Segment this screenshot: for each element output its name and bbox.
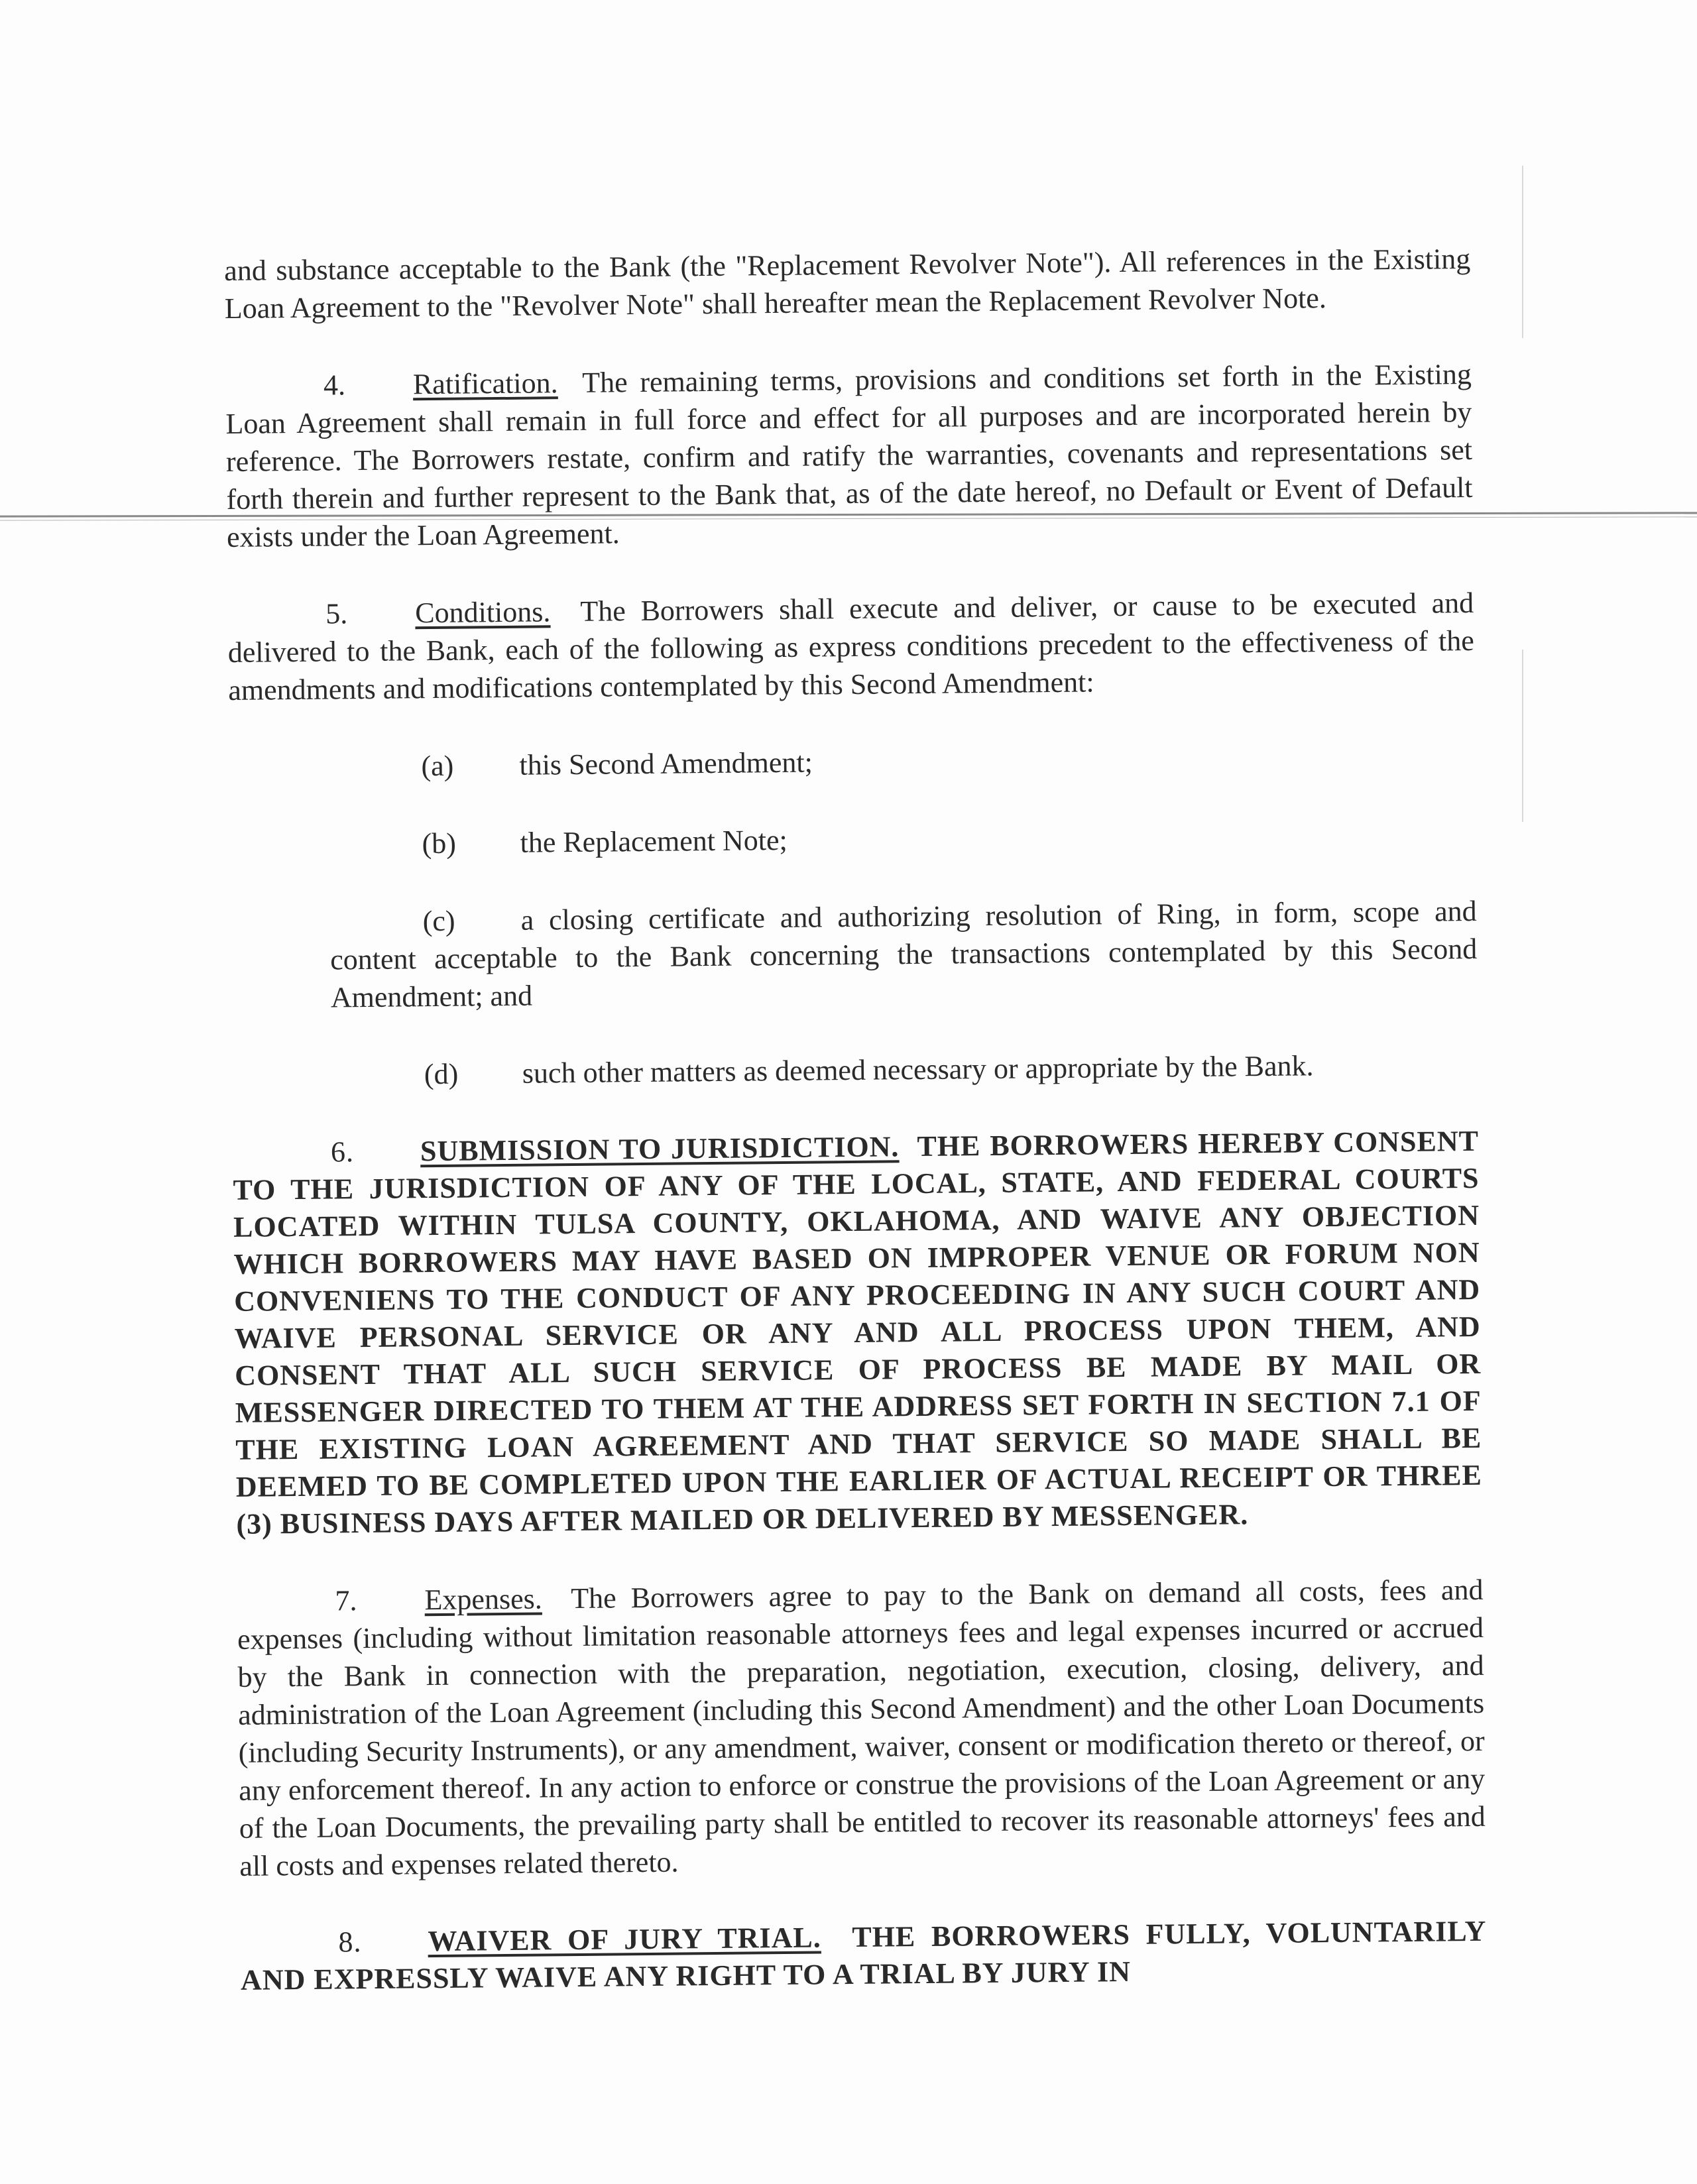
condition-label: (c) — [422, 904, 455, 938]
condition-text: such other matters as deemed necessary or appropriate by the Bank. — [522, 1049, 1314, 1090]
section-number: 8. — [338, 1925, 362, 1959]
condition-label: (d) — [424, 1057, 459, 1091]
section-number: 7. — [335, 1584, 357, 1617]
section-text: The Borrowers shall execute and deliver, or cause to be executed and delivered to the Bank, each of the following as express conditions precedent to the effectiveness of the amendments and modifications contemplated by this Second Amendment: — [227, 586, 1474, 707]
section-number: 6. — [330, 1135, 355, 1169]
condition-text: the Replacement Note; — [520, 823, 788, 859]
section-heading: Conditions. — [415, 595, 551, 630]
section-heading: SUBMISSION TO JURISDICTION. — [420, 1130, 900, 1168]
section-number: 4. — [323, 369, 346, 402]
condition-item — [422, 815, 1476, 862]
section-ratification — [225, 355, 1474, 556]
document-body — [224, 240, 1488, 2039]
intro-paragraph: and substance acceptable to the Bank (the "Replacement Revolver Note"). All references in the Existing Loan Agreement to the "Revolver Note" shall hereafter mean the Replacement Revolver Note. — [224, 242, 1471, 325]
scan-edge-mark — [1522, 650, 1523, 822]
section-heading: WAIVER OF JURY TRIAL. — [428, 1921, 821, 1958]
section-text: The Borrowers agree to pay to the Bank on demand all costs, fees and expenses (including without limitation reasonable attorneys fees and legal expenses incurred or accrued by the Bank in connection with the preparation, negotiation, execution, closing, delivery, and administration of the Loan Agreement (including this Second Amendment) and the other Loan Documents (including Security Instruments), or any amendment, waiver, consent or modification thereto or thereof, or any enforcement thereof. In any action to enforce or construe the provisions of the Loan Agreement or any of the Loan Documents, the prevailing party shall be entitled to recover its reasonable attorneys' fees and all costs and expenses related thereto. — [237, 1573, 1486, 1882]
section-conditions — [227, 584, 1475, 709]
section-jurisdiction — [233, 1123, 1483, 1543]
condition-item — [424, 1045, 1478, 1093]
section-jury-waiver — [240, 1913, 1487, 1999]
section-heading: Expenses. — [424, 1582, 542, 1617]
condition-item — [329, 892, 1478, 1017]
condition-label: (a) — [421, 749, 454, 783]
condition-text: a closing certificate and authorizing resolution of Ring, in form, scope and content acceptable to the Bank concerning the transactions contemplated by this Second Amendment; and — [330, 894, 1478, 1014]
section-text: THE BORROWERS FULLY, VOLUNTARILY AND EXPRESSLY WAIVE ANY RIGHT TO A TRIAL BY JURY IN — [240, 1914, 1487, 1996]
scan-edge-mark — [1522, 166, 1523, 338]
section-text: THE BORROWERS HEREBY CONSENT TO THE JURISDICTION OF ANY OF THE LOCAL, STATE, AND FEDERAL COURTS LOCATED WITHIN TULSA COUNTY, OKLAHOMA, AND WAIVE ANY OBJECTION WHICH BORROWERS MAY HAVE BASED ON IMPROPER VENUE OR FORUM NON CONVENIENS TO THE CONDUCT OF ANY PROCEEDING IN ANY SUCH COURT AND WAIVE PERSONAL SERVICE OR ANY AND ALL PROCESS UPON THEM, AND CONSENT THAT ALL SUCH SERVICE OF PROCESS BE MADE BY MAIL OR MESSENGER DIRECTED TO THEM AT THE ADDRESS SET FORTH IN SECTION 7.1 OF THE EXISTING LOAN AGREEMENT AND THAT SERVICE SO MADE SHALL BE DEEMED TO BE COMPLETED UPON THE EARLIER OF ACTUAL RECEIPT OR THREE (3) BUSINESS DAYS AFTER MAILED OR DELIVERED BY MESSENGER. — [233, 1124, 1483, 1540]
condition-item — [421, 737, 1475, 785]
section-heading: Ratification. — [412, 367, 558, 401]
condition-text: this Second Amendment; — [519, 746, 813, 781]
condition-label: (b) — [422, 827, 457, 860]
section-text: The remaining terms, provisions and conditions set forth in the Existing Loan Agreement shall remain in full force and effect for all purposes and are incorporated herein by reference. The Borrowers restate, confirm and ratify the warranties, covenants and representations set forth therein and further represent to the Bank that, as of the date hereof, no Default or Event of Default exists under the Loan Agreement. — [225, 357, 1473, 553]
section-number: 5. — [325, 597, 348, 630]
section-expenses — [237, 1571, 1486, 1885]
